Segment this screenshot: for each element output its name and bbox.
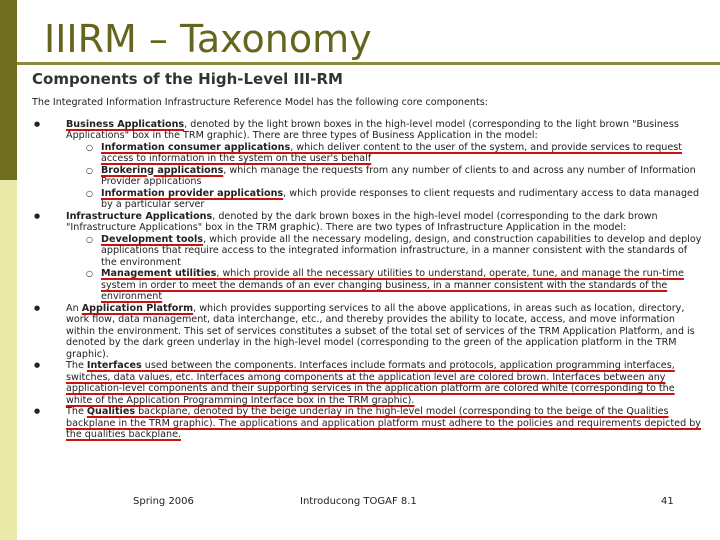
list-item-business-applications [32,119,702,211]
section-heading: Components of the High-Level III-RM [32,70,343,88]
document-excerpt [32,70,702,441]
list-item-infrastructure-applications [32,211,702,303]
left-accent-band [0,0,17,180]
information-provider-term: Information provider applications [101,187,284,199]
management-utilities-text: , which provide all the necessary utilities to understand, operate, tune, and manage the run-time system in order to meet the demands of an ever changing business, in a manner consistent with the standards of the environment [101,268,684,302]
intro-paragraph: The Integrated Information Infrastructure Reference Model has the following core components: [32,97,488,108]
development-tools-term: Development tools [101,233,204,245]
application-platform-term: Application Platform [81,302,194,314]
information-consumer-text: , which deliver content to the user of the system, and provide services to request access to information in the system on the user's behalf [101,141,683,164]
qualities-prefix: The [66,406,87,417]
infrastructure-applications-text: , denoted by the dark brown boxes in the high-level model (corresponding to the dark brown "Infrastructure Applications" box in the TRM graphic). There are two types of Infrastructure Application in the model: [66,210,658,233]
list-item-information-provider [66,188,702,211]
list-item-qualities [32,406,702,441]
management-utilities-term: Management utilities [101,268,217,279]
footer-date: Spring 2006 [133,496,194,507]
interfaces-prefix: The [66,360,87,371]
list-item-information-consumer [66,142,702,165]
list-item-development-tools [66,234,702,269]
brokering-term: Brokering applications [101,164,224,176]
component-list [32,119,702,441]
business-applications-text: , denoted by the light brown boxes in the high-level model (corresponding to the light brown "Business Applications" box in the TRM graphic). There are three types of Business Application in the model: [66,118,679,141]
infrastructure-applications-term: Infrastructure Applications [66,210,213,222]
page-number: 41 [661,496,674,507]
information-consumer-term: Information consumer applications [101,141,291,153]
interfaces-term: Interfaces [86,360,142,371]
slide-title: IIIRM – Taxonomy [44,17,372,61]
interfaces-text: used between the components. Interfaces include formats and protocols, application programming interfaces, switches, data values, etc. Interfaces among components at the application level are colored brown. Interfaces between any application-level components and their supporting services in the application platform are colored white (corresponding to the white of the Application Programming Interface box in the TRM graphic). [66,360,675,406]
business-application-types [66,142,702,211]
footer-title: Introducong TOGAF 8.1 [300,496,417,507]
qualities-term: Qualities [86,406,136,417]
business-applications-term: Business Applications [66,118,185,130]
qualities-text: backplane, denoted by the beige underlay in the high-level model (corresponding to the beige of the Qualities backplane in the TRM graphic). The applications and application platform must adhere to the policies and requirements depicted by the qualities backplane. [66,406,701,440]
development-tools-text: , which provide all the necessary modeling, design, and construction capabilities to develop and deploy applications that require access to the integrated information infrastructure, in a manner consistent with the standards of the environment [101,233,702,268]
list-item-brokering [66,165,702,188]
infrastructure-application-types [66,234,702,303]
application-platform-text: , which provides supporting services to all the above applications, in areas such as location, directory, work flow, data management, data interchange, etc., and thereby provides the ability to locate, access, and move information within the environment. This set of services constitutes a subset of the total set of services of the TRM Application Platform, and is denoted by the dark green underlay in the high-level model (corresponding to the green of the application platform in the TRM graphic). [66,302,695,360]
title-divider [17,62,720,65]
list-item-interfaces [32,360,702,406]
application-platform-prefix: An [66,302,82,314]
list-item-application-platform [32,303,702,361]
brokering-text: , which manage the requests from any number of clients to and across any number of Information Provider applications [101,164,696,187]
information-provider-text: , which provide responses to client requests and rudimentary access to data managed by a particular server [101,187,700,210]
list-item-management-utilities [66,268,702,303]
